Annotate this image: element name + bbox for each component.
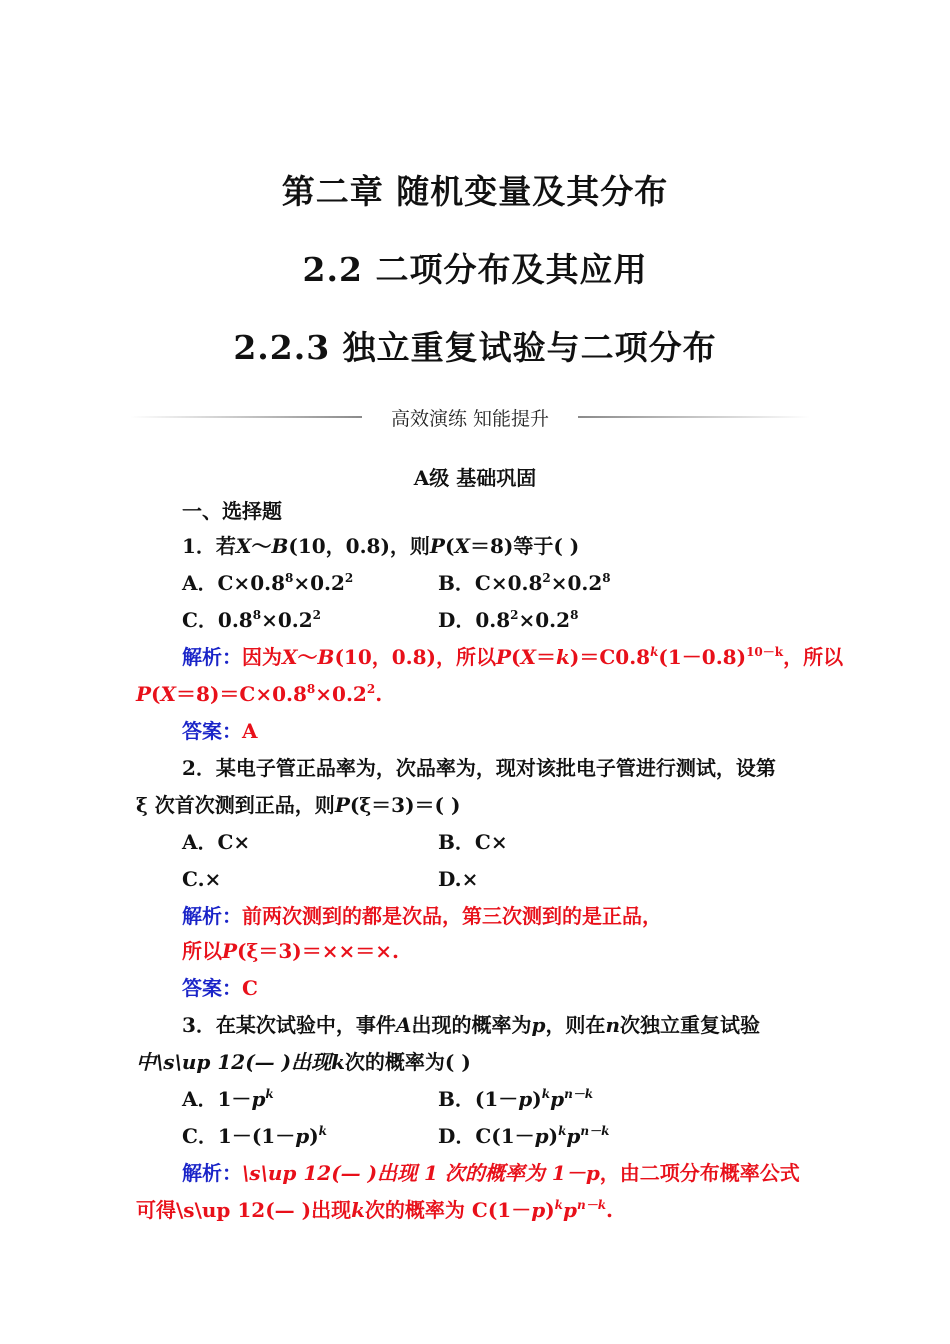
q2-option-c: C.×	[182, 867, 222, 891]
chapter-title: 第二章 随机变量及其分布	[281, 172, 669, 211]
q2-option-d: D.×	[438, 867, 479, 891]
level-heading: A级 基础巩固	[413, 466, 537, 490]
q1-solution-line1: 解析：因为X～B(10，0.8)，所以$P(X=k)=C0.8^k(1-0.8)^{10-k}$，所以	[182, 645, 844, 669]
banner-right-rule	[578, 416, 810, 418]
q1-option-a: A．$C\times 0.8^8\times 0.2^2$	[182, 571, 354, 595]
q1-stem: 1．若X～B(10，0.8)，则P(X＝8)等于( )	[182, 534, 580, 558]
banner-text: 高效演练 知能提升	[390, 408, 550, 430]
q2-option-b: B．C×	[438, 830, 508, 854]
q3-option-b: B．$(1-p)^kp^{n-k}$	[438, 1087, 594, 1111]
q2-stem-line2: ξ 次首次测到正品，则P(ξ＝3)＝( )	[136, 793, 461, 817]
q1-answer: 答案：A	[182, 719, 258, 743]
q2-stem-line1: 2．某电子管正品率为，次品率为，现对该批电子管进行测试，设第	[182, 756, 776, 780]
q3-option-a: A．$1-p^k$	[182, 1087, 274, 1111]
q3-option-c: C．$1-(1-p)^k$	[182, 1124, 327, 1148]
q2-option-a: A．C×	[182, 830, 251, 854]
q1-option-b: B．$C\times 0.8^2\times 0.2^8$	[438, 571, 611, 595]
q3-stem-line2: 中\s\up 12(— )出现k次的概率为( )	[136, 1050, 471, 1074]
section-title: 2.2 二项分布及其应用	[302, 250, 648, 289]
q3-solution-line1: 解析：\s\up 12(— )出现 1 次的概率为 1－p，由二项分布概率公式	[182, 1161, 800, 1185]
subsection-title: 2.2.3 独立重复试验与二项分布	[233, 328, 717, 367]
exercise-banner	[130, 404, 810, 430]
q2-solution-line1: 解析：前两次测到的都是次品，第三次测到的是正品，	[182, 904, 662, 928]
q1-solution-line2: $P(X=8)=C\times 0.8^8\times 0.2^2$.	[136, 682, 383, 706]
part-title: 一、选择题	[182, 499, 282, 523]
banner-left-rule	[130, 416, 362, 418]
q1-option-d: D．$0.8^2\times 0.2^8$	[438, 608, 579, 632]
q3-solution-line2: 可得\s\up 12(— )出现k次的概率为 $C(1-p)^kp^{n-k}$.	[136, 1198, 613, 1222]
q3-stem-line1: 3．在某次试验中，事件A出现的概率为p，则在n次独立重复试验	[182, 1013, 760, 1037]
q1-option-c: C．$0.8^8\times 0.2^2$	[182, 608, 321, 632]
q2-solution-line2: 所以P(ξ＝3)＝××＝×.	[182, 939, 399, 963]
q3-option-d: D．$C(1-p)^kp^{n-k}$	[438, 1124, 610, 1148]
q2-answer: 答案：C	[182, 976, 258, 1000]
